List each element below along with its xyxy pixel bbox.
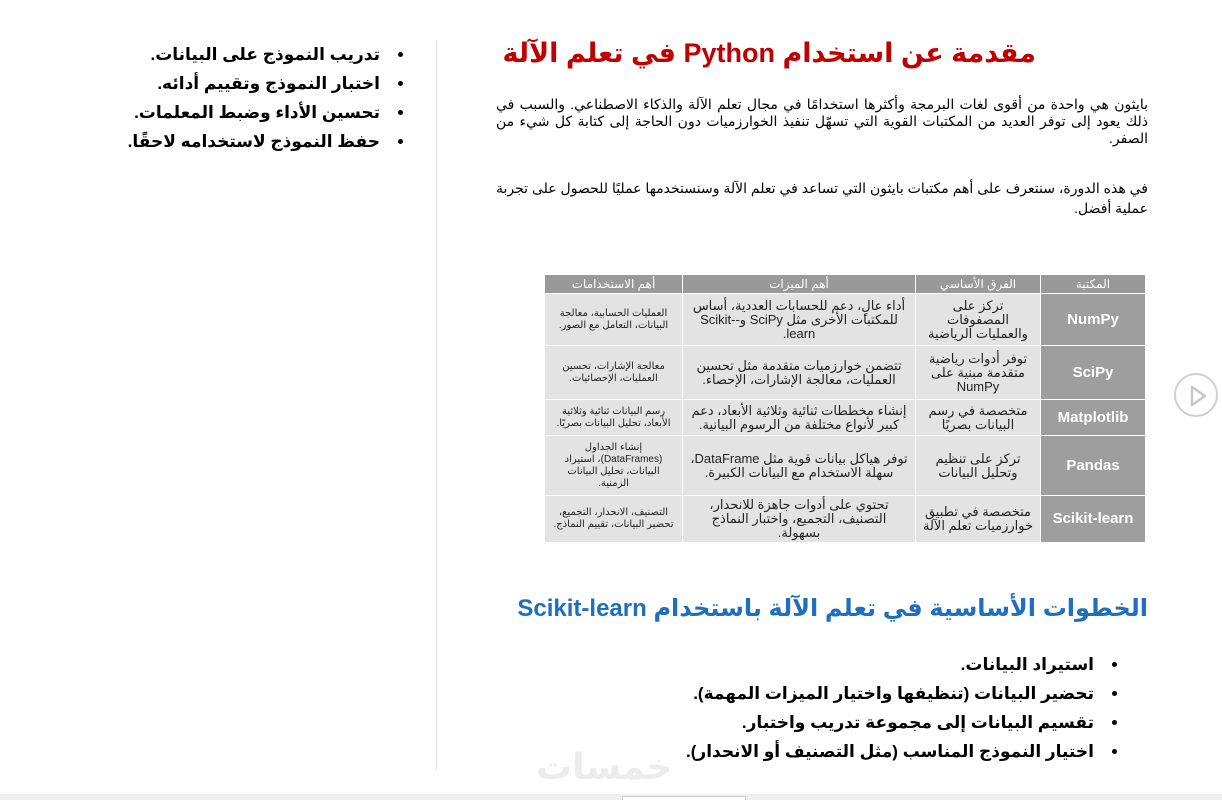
table-row <box>545 496 1146 543</box>
library-name: SciPy <box>1041 346 1146 400</box>
play-button[interactable] <box>1174 373 1218 417</box>
course-paragraph: في هذه الدورة، سنتعرف على أهم مكتبات بايثون التي تساعد في تعلم الآلة وسنستخدمها عمليًا للحصول على تجربة عملية أفضل. <box>496 180 1148 216</box>
library-features: تحتوي على أدوات جاهزة للانحدار، التصنيف، التجميع، واختبار النماذج بسهولة. <box>683 496 916 543</box>
list-item: • تحسين الأداء وضبط المعلمات. <box>120 98 386 127</box>
library-difference: توفر أدوات رياضية متقدمة مبنية على NumPy <box>916 346 1041 400</box>
list-item: • تحضير البيانات (تنظيفها واختيار الميزات المهمة). <box>686 679 1100 708</box>
library-uses: إنشاء الجداول (DataFrames)، استيراد البيانات، تحليل البيانات الزمنية. <box>545 436 683 496</box>
library-uses: التصنيف، الانحدار، التجميع، تحضير البيانات، تقييم النماذج. <box>545 496 683 543</box>
libraries-table <box>544 274 1146 543</box>
list-item: • استيراد البيانات. <box>686 650 1100 679</box>
library-name: Matplotlib <box>1041 400 1146 436</box>
table-row <box>545 400 1146 436</box>
list-item: • تدريب النموذج على البيانات. <box>120 40 386 69</box>
list-item: • تقسيم البيانات إلى مجموعة تدريب واختبار. <box>686 708 1100 737</box>
table-header-row <box>545 275 1146 294</box>
table-row <box>545 436 1146 496</box>
library-difference: تركز على المصفوفات والعمليات الرياضية <box>916 294 1041 346</box>
watermark-logo: خمسات <box>536 746 673 787</box>
library-name: NumPy <box>1041 294 1146 346</box>
table-row <box>545 294 1146 346</box>
steps-title: الخطوات الأساسية في تعلم الآلة باستخدام Scikit-learn <box>517 595 1148 622</box>
library-difference: متخصصة في رسم البيانات بصريًا <box>916 400 1041 436</box>
library-features: إنشاء مخططات ثنائية وثلاثية الأبعاد، دعم كبير لأنواع مختلفة من الرسوم البيانية. <box>683 400 916 436</box>
library-uses: رسم البيانات ثنائية وثلاثية الأبعاد، تحليل البيانات بصريًا. <box>545 400 683 436</box>
list-item: • اختيار النموذج المناسب (مثل التصنيف أو الانحدار). <box>686 737 1100 766</box>
library-uses: معالجة الإشارات، تحسين العمليات، الإحصائيات. <box>545 346 683 400</box>
list-item: • حفظ النموذج لاستخدامه لاحقًا. <box>120 127 386 156</box>
library-difference: متخصصة في تطبيق خوارزميات تعلم الآلة <box>916 496 1041 543</box>
header-uses: أهم الاستخدامات <box>545 275 683 294</box>
steps-list <box>686 650 1126 766</box>
steps-continued-list <box>120 40 420 156</box>
bottom-bar <box>0 794 1222 800</box>
library-features: أداء عالٍ، دعم للحسابات العددية، أساس للمكتبات الأخرى مثل SciPy و-Scikit-learn. <box>683 294 916 346</box>
table-row <box>545 346 1146 400</box>
page-divider <box>436 40 437 770</box>
library-features: توفر هياكل بيانات قوية مثل DataFrame، سهلة الاستخدام مع البيانات الكبيرة. <box>683 436 916 496</box>
header-library: المكتبة <box>1041 275 1146 294</box>
main-column <box>440 0 1148 770</box>
bottom-tab[interactable] <box>622 796 746 800</box>
play-circle-icon <box>1188 385 1208 407</box>
library-features: تتضمن خوارزميات متقدمة مثل تحسين العمليات، معالجة الإشارات، الإحصاء. <box>683 346 916 400</box>
page-title: مقدمة عن استخدام Python في تعلم الآلة <box>502 38 1036 68</box>
list-item: • اختبار النموذج وتقييم أدائه. <box>120 69 386 98</box>
header-difference: الفرق الأساسي <box>916 275 1041 294</box>
secondary-column <box>120 40 420 156</box>
intro-paragraph: بايثون هي واحدة من أقوى لغات البرمجة وأكثرها استخدامًا في مجال تعلم الآلة والذكاء الاصطناعي. والسبب في ذلك يعود إلى توفر العديد من المكتبات القوية التي تسهّل تنفيذ الخوارزميات دون الحاجة إلى كتابة كل شيء من الصفر. <box>496 96 1148 146</box>
library-name: Scikit-learn <box>1041 496 1146 543</box>
library-name: Pandas <box>1041 436 1146 496</box>
header-features: أهم الميزات <box>683 275 916 294</box>
library-uses: العمليات الحسابية، معالجة البيانات، التعامل مع الصور. <box>545 294 683 346</box>
library-difference: تركز على تنظيم وتحليل البيانات <box>916 436 1041 496</box>
